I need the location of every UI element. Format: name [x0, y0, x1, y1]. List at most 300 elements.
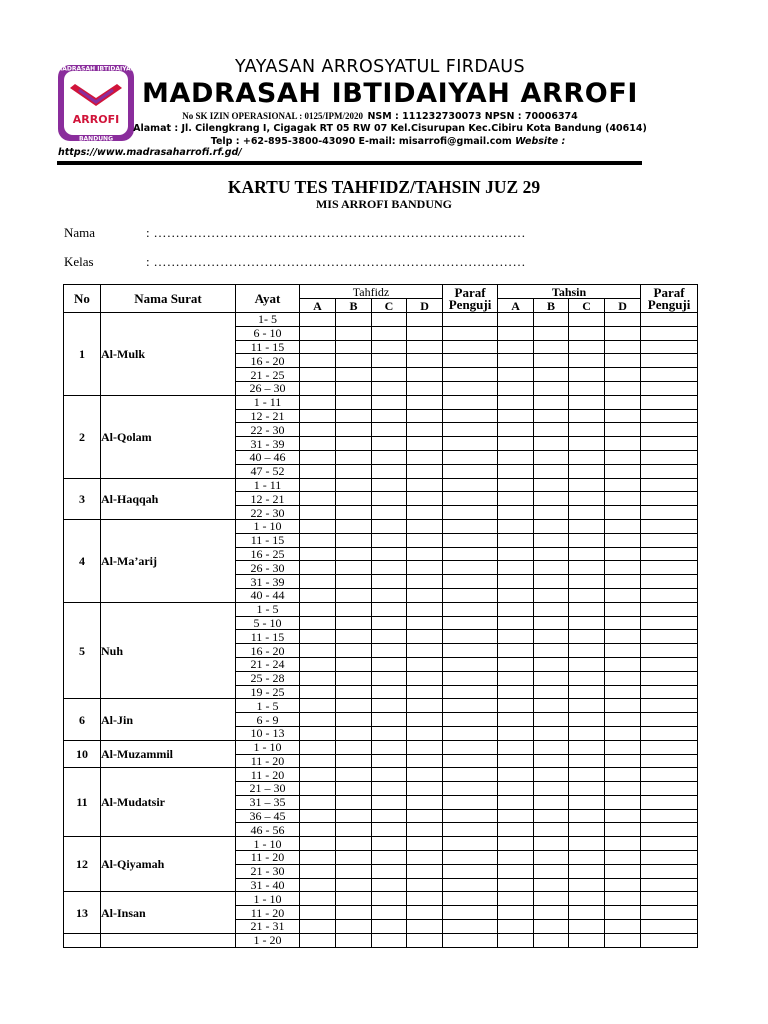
- paraf-cell[interactable]: [641, 740, 698, 754]
- grade-cell[interactable]: [300, 864, 336, 878]
- grade-cell[interactable]: [498, 492, 534, 506]
- grade-cell[interactable]: [372, 533, 407, 547]
- grade-cell[interactable]: [605, 837, 641, 851]
- grade-cell[interactable]: [407, 809, 443, 823]
- grade-cell[interactable]: [300, 713, 336, 727]
- paraf-cell[interactable]: [641, 354, 698, 368]
- grade-cell[interactable]: [336, 685, 372, 699]
- grade-cell[interactable]: [498, 644, 534, 658]
- grade-cell[interactable]: [300, 726, 336, 740]
- grade-cell[interactable]: [336, 671, 372, 685]
- grade-cell[interactable]: [534, 754, 569, 768]
- grade-cell[interactable]: [407, 409, 443, 423]
- grade-cell[interactable]: [605, 933, 641, 947]
- grade-cell[interactable]: [372, 864, 407, 878]
- grade-cell[interactable]: [534, 837, 569, 851]
- grade-cell[interactable]: [336, 657, 372, 671]
- grade-cell[interactable]: [534, 381, 569, 395]
- grade-cell[interactable]: [605, 519, 641, 533]
- grade-cell[interactable]: [372, 823, 407, 837]
- grade-cell[interactable]: [407, 644, 443, 658]
- grade-cell[interactable]: [498, 920, 534, 934]
- grade-cell[interactable]: [534, 313, 569, 327]
- grade-cell[interactable]: [300, 464, 336, 478]
- grade-cell[interactable]: [407, 864, 443, 878]
- grade-cell[interactable]: [569, 699, 605, 713]
- grade-cell[interactable]: [300, 740, 336, 754]
- grade-cell[interactable]: [336, 561, 372, 575]
- grade-cell[interactable]: [336, 326, 372, 340]
- grade-cell[interactable]: [372, 892, 407, 906]
- grade-cell[interactable]: [605, 657, 641, 671]
- grade-cell[interactable]: [336, 588, 372, 602]
- paraf-cell[interactable]: [641, 644, 698, 658]
- grade-cell[interactable]: [300, 754, 336, 768]
- grade-cell[interactable]: [605, 547, 641, 561]
- grade-cell[interactable]: [336, 395, 372, 409]
- grade-cell[interactable]: [605, 768, 641, 782]
- grade-cell[interactable]: [372, 423, 407, 437]
- grade-cell[interactable]: [498, 851, 534, 865]
- grade-cell[interactable]: [336, 478, 372, 492]
- grade-cell[interactable]: [407, 437, 443, 451]
- grade-cell[interactable]: [534, 492, 569, 506]
- grade-cell[interactable]: [336, 368, 372, 382]
- grade-cell[interactable]: [569, 864, 605, 878]
- nama-blank[interactable]: : …………………………………………………………………………: [146, 225, 526, 240]
- grade-cell[interactable]: [498, 823, 534, 837]
- paraf-cell[interactable]: [443, 437, 498, 451]
- grade-cell[interactable]: [498, 506, 534, 520]
- paraf-cell[interactable]: [641, 864, 698, 878]
- grade-cell[interactable]: [407, 464, 443, 478]
- grade-cell[interactable]: [372, 326, 407, 340]
- grade-cell[interactable]: [336, 851, 372, 865]
- grade-cell[interactable]: [300, 423, 336, 437]
- grade-cell[interactable]: [407, 368, 443, 382]
- paraf-cell[interactable]: [641, 933, 698, 947]
- grade-cell[interactable]: [336, 602, 372, 616]
- grade-cell[interactable]: [498, 368, 534, 382]
- paraf-cell[interactable]: [443, 630, 498, 644]
- grade-cell[interactable]: [407, 313, 443, 327]
- grade-cell[interactable]: [569, 892, 605, 906]
- paraf-cell[interactable]: [443, 506, 498, 520]
- paraf-cell[interactable]: [641, 602, 698, 616]
- grade-cell[interactable]: [498, 892, 534, 906]
- grade-cell[interactable]: [336, 795, 372, 809]
- grade-cell[interactable]: [407, 754, 443, 768]
- grade-cell[interactable]: [372, 920, 407, 934]
- grade-cell[interactable]: [372, 837, 407, 851]
- grade-cell[interactable]: [569, 906, 605, 920]
- grade-cell[interactable]: [407, 837, 443, 851]
- paraf-cell[interactable]: [443, 354, 498, 368]
- grade-cell[interactable]: [569, 354, 605, 368]
- paraf-cell[interactable]: [641, 588, 698, 602]
- grade-cell[interactable]: [300, 671, 336, 685]
- grade-cell[interactable]: [372, 519, 407, 533]
- grade-cell[interactable]: [534, 740, 569, 754]
- paraf-cell[interactable]: [641, 754, 698, 768]
- grade-cell[interactable]: [336, 768, 372, 782]
- grade-cell[interactable]: [407, 878, 443, 892]
- grade-cell[interactable]: [498, 437, 534, 451]
- grade-cell[interactable]: [300, 340, 336, 354]
- kelas-blank[interactable]: : …………………………………………………………………………: [146, 254, 526, 269]
- grade-cell[interactable]: [605, 478, 641, 492]
- grade-cell[interactable]: [534, 906, 569, 920]
- grade-cell[interactable]: [407, 740, 443, 754]
- grade-cell[interactable]: [372, 699, 407, 713]
- grade-cell[interactable]: [534, 809, 569, 823]
- grade-cell[interactable]: [372, 878, 407, 892]
- grade-cell[interactable]: [534, 851, 569, 865]
- grade-cell[interactable]: [336, 754, 372, 768]
- grade-cell[interactable]: [534, 933, 569, 947]
- grade-cell[interactable]: [569, 533, 605, 547]
- grade-cell[interactable]: [407, 920, 443, 934]
- grade-cell[interactable]: [300, 492, 336, 506]
- grade-cell[interactable]: [300, 644, 336, 658]
- paraf-cell[interactable]: [443, 644, 498, 658]
- paraf-cell[interactable]: [641, 423, 698, 437]
- paraf-cell[interactable]: [443, 450, 498, 464]
- grade-cell[interactable]: [372, 354, 407, 368]
- grade-cell[interactable]: [534, 920, 569, 934]
- grade-cell[interactable]: [605, 602, 641, 616]
- grade-cell[interactable]: [569, 437, 605, 451]
- grade-cell[interactable]: [534, 450, 569, 464]
- grade-cell[interactable]: [498, 933, 534, 947]
- grade-cell[interactable]: [534, 326, 569, 340]
- grade-cell[interactable]: [498, 395, 534, 409]
- grade-cell[interactable]: [372, 588, 407, 602]
- paraf-cell[interactable]: [641, 464, 698, 478]
- paraf-cell[interactable]: [443, 657, 498, 671]
- grade-cell[interactable]: [407, 395, 443, 409]
- grade-cell[interactable]: [605, 340, 641, 354]
- grade-cell[interactable]: [498, 630, 534, 644]
- grade-cell[interactable]: [569, 726, 605, 740]
- grade-cell[interactable]: [407, 671, 443, 685]
- grade-cell[interactable]: [605, 795, 641, 809]
- grade-cell[interactable]: [534, 878, 569, 892]
- grade-cell[interactable]: [534, 561, 569, 575]
- grade-cell[interactable]: [569, 450, 605, 464]
- grade-cell[interactable]: [300, 823, 336, 837]
- grade-cell[interactable]: [569, 920, 605, 934]
- paraf-cell[interactable]: [641, 768, 698, 782]
- grade-cell[interactable]: [336, 381, 372, 395]
- grade-cell[interactable]: [407, 602, 443, 616]
- grade-cell[interactable]: [372, 795, 407, 809]
- grade-cell[interactable]: [300, 878, 336, 892]
- grade-cell[interactable]: [605, 726, 641, 740]
- paraf-cell[interactable]: [641, 519, 698, 533]
- grade-cell[interactable]: [372, 602, 407, 616]
- grade-cell[interactable]: [300, 326, 336, 340]
- grade-cell[interactable]: [372, 575, 407, 589]
- grade-cell[interactable]: [407, 506, 443, 520]
- grade-cell[interactable]: [605, 685, 641, 699]
- grade-cell[interactable]: [300, 906, 336, 920]
- grade-cell[interactable]: [372, 450, 407, 464]
- paraf-cell[interactable]: [641, 506, 698, 520]
- paraf-cell[interactable]: [443, 561, 498, 575]
- grade-cell[interactable]: [300, 533, 336, 547]
- paraf-cell[interactable]: [641, 671, 698, 685]
- grade-cell[interactable]: [569, 492, 605, 506]
- grade-cell[interactable]: [407, 588, 443, 602]
- grade-cell[interactable]: [534, 395, 569, 409]
- grade-cell[interactable]: [534, 519, 569, 533]
- grade-cell[interactable]: [569, 313, 605, 327]
- grade-cell[interactable]: [372, 561, 407, 575]
- grade-cell[interactable]: [300, 588, 336, 602]
- grade-cell[interactable]: [534, 644, 569, 658]
- grade-cell[interactable]: [498, 740, 534, 754]
- grade-cell[interactable]: [498, 409, 534, 423]
- paraf-cell[interactable]: [443, 823, 498, 837]
- grade-cell[interactable]: [300, 685, 336, 699]
- grade-cell[interactable]: [569, 395, 605, 409]
- grade-cell[interactable]: [498, 381, 534, 395]
- grade-cell[interactable]: [569, 575, 605, 589]
- grade-cell[interactable]: [336, 450, 372, 464]
- grade-cell[interactable]: [498, 354, 534, 368]
- grade-cell[interactable]: [534, 575, 569, 589]
- paraf-cell[interactable]: [641, 699, 698, 713]
- paraf-cell[interactable]: [443, 395, 498, 409]
- grade-cell[interactable]: [336, 575, 372, 589]
- grade-cell[interactable]: [300, 657, 336, 671]
- grade-cell[interactable]: [569, 754, 605, 768]
- grade-cell[interactable]: [336, 340, 372, 354]
- paraf-cell[interactable]: [641, 920, 698, 934]
- grade-cell[interactable]: [569, 809, 605, 823]
- paraf-cell[interactable]: [443, 381, 498, 395]
- grade-cell[interactable]: [300, 851, 336, 865]
- grade-cell[interactable]: [605, 892, 641, 906]
- paraf-cell[interactable]: [641, 409, 698, 423]
- grade-cell[interactable]: [569, 768, 605, 782]
- grade-cell[interactable]: [498, 713, 534, 727]
- paraf-cell[interactable]: [443, 602, 498, 616]
- grade-cell[interactable]: [498, 685, 534, 699]
- grade-cell[interactable]: [605, 851, 641, 865]
- grade-cell[interactable]: [336, 616, 372, 630]
- paraf-cell[interactable]: [443, 878, 498, 892]
- grade-cell[interactable]: [534, 423, 569, 437]
- paraf-cell[interactable]: [443, 864, 498, 878]
- grade-cell[interactable]: [407, 823, 443, 837]
- grade-cell[interactable]: [372, 851, 407, 865]
- grade-cell[interactable]: [569, 602, 605, 616]
- paraf-cell[interactable]: [443, 726, 498, 740]
- grade-cell[interactable]: [336, 630, 372, 644]
- paraf-cell[interactable]: [443, 533, 498, 547]
- grade-cell[interactable]: [605, 630, 641, 644]
- grade-cell[interactable]: [372, 478, 407, 492]
- grade-cell[interactable]: [605, 920, 641, 934]
- grade-cell[interactable]: [336, 519, 372, 533]
- grade-cell[interactable]: [300, 933, 336, 947]
- grade-cell[interactable]: [407, 575, 443, 589]
- grade-cell[interactable]: [407, 547, 443, 561]
- grade-cell[interactable]: [336, 809, 372, 823]
- grade-cell[interactable]: [605, 699, 641, 713]
- grade-cell[interactable]: [569, 368, 605, 382]
- grade-cell[interactable]: [569, 713, 605, 727]
- grade-cell[interactable]: [498, 878, 534, 892]
- grade-cell[interactable]: [569, 933, 605, 947]
- paraf-cell[interactable]: [641, 851, 698, 865]
- grade-cell[interactable]: [605, 878, 641, 892]
- grade-cell[interactable]: [372, 340, 407, 354]
- grade-cell[interactable]: [372, 740, 407, 754]
- paraf-cell[interactable]: [443, 547, 498, 561]
- grade-cell[interactable]: [534, 864, 569, 878]
- paraf-cell[interactable]: [641, 823, 698, 837]
- grade-cell[interactable]: [407, 561, 443, 575]
- paraf-cell[interactable]: [641, 368, 698, 382]
- grade-cell[interactable]: [300, 519, 336, 533]
- grade-cell[interactable]: [372, 409, 407, 423]
- grade-cell[interactable]: [300, 809, 336, 823]
- grade-cell[interactable]: [300, 381, 336, 395]
- grade-cell[interactable]: [300, 768, 336, 782]
- grade-cell[interactable]: [534, 685, 569, 699]
- grade-cell[interactable]: [534, 533, 569, 547]
- grade-cell[interactable]: [498, 671, 534, 685]
- paraf-cell[interactable]: [443, 782, 498, 796]
- grade-cell[interactable]: [534, 464, 569, 478]
- grade-cell[interactable]: [569, 409, 605, 423]
- grade-cell[interactable]: [498, 699, 534, 713]
- grade-cell[interactable]: [569, 671, 605, 685]
- grade-cell[interactable]: [407, 657, 443, 671]
- paraf-cell[interactable]: [641, 630, 698, 644]
- grade-cell[interactable]: [605, 354, 641, 368]
- paraf-cell[interactable]: [641, 561, 698, 575]
- paraf-cell[interactable]: [641, 575, 698, 589]
- grade-cell[interactable]: [336, 740, 372, 754]
- grade-cell[interactable]: [407, 933, 443, 947]
- grade-cell[interactable]: [498, 326, 534, 340]
- grade-cell[interactable]: [372, 671, 407, 685]
- grade-cell[interactable]: [498, 795, 534, 809]
- grade-cell[interactable]: [372, 464, 407, 478]
- grade-cell[interactable]: [534, 671, 569, 685]
- grade-cell[interactable]: [569, 588, 605, 602]
- grade-cell[interactable]: [372, 381, 407, 395]
- paraf-cell[interactable]: [443, 685, 498, 699]
- grade-cell[interactable]: [300, 368, 336, 382]
- grade-cell[interactable]: [605, 450, 641, 464]
- grade-cell[interactable]: [300, 450, 336, 464]
- grade-cell[interactable]: [498, 561, 534, 575]
- grade-cell[interactable]: [336, 782, 372, 796]
- paraf-cell[interactable]: [443, 906, 498, 920]
- grade-cell[interactable]: [372, 754, 407, 768]
- paraf-cell[interactable]: [641, 892, 698, 906]
- grade-cell[interactable]: [498, 602, 534, 616]
- paraf-cell[interactable]: [641, 878, 698, 892]
- grade-cell[interactable]: [569, 685, 605, 699]
- grade-cell[interactable]: [336, 644, 372, 658]
- grade-cell[interactable]: [605, 409, 641, 423]
- grade-cell[interactable]: [569, 837, 605, 851]
- grade-cell[interactable]: [336, 409, 372, 423]
- paraf-cell[interactable]: [443, 754, 498, 768]
- grade-cell[interactable]: [372, 492, 407, 506]
- paraf-cell[interactable]: [641, 782, 698, 796]
- grade-cell[interactable]: [336, 533, 372, 547]
- grade-cell[interactable]: [569, 561, 605, 575]
- paraf-cell[interactable]: [641, 809, 698, 823]
- grade-cell[interactable]: [300, 920, 336, 934]
- grade-cell[interactable]: [605, 616, 641, 630]
- paraf-cell[interactable]: [641, 395, 698, 409]
- paraf-cell[interactable]: [641, 547, 698, 561]
- paraf-cell[interactable]: [641, 492, 698, 506]
- grade-cell[interactable]: [300, 313, 336, 327]
- grade-cell[interactable]: [336, 354, 372, 368]
- paraf-cell[interactable]: [641, 326, 698, 340]
- grade-cell[interactable]: [569, 423, 605, 437]
- grade-cell[interactable]: [407, 519, 443, 533]
- grade-cell[interactable]: [534, 602, 569, 616]
- grade-cell[interactable]: [534, 616, 569, 630]
- grade-cell[interactable]: [407, 713, 443, 727]
- paraf-cell[interactable]: [443, 933, 498, 947]
- grade-cell[interactable]: [336, 933, 372, 947]
- paraf-cell[interactable]: [641, 450, 698, 464]
- grade-cell[interactable]: [336, 920, 372, 934]
- grade-cell[interactable]: [605, 671, 641, 685]
- grade-cell[interactable]: [498, 657, 534, 671]
- paraf-cell[interactable]: [443, 464, 498, 478]
- grade-cell[interactable]: [534, 782, 569, 796]
- paraf-cell[interactable]: [641, 533, 698, 547]
- nama-field[interactable]: [64, 225, 526, 241]
- paraf-cell[interactable]: [443, 851, 498, 865]
- grade-cell[interactable]: [534, 368, 569, 382]
- grade-cell[interactable]: [534, 630, 569, 644]
- grade-cell[interactable]: [300, 616, 336, 630]
- grade-cell[interactable]: [336, 864, 372, 878]
- grade-cell[interactable]: [300, 395, 336, 409]
- grade-cell[interactable]: [605, 782, 641, 796]
- grade-cell[interactable]: [407, 906, 443, 920]
- grade-cell[interactable]: [605, 713, 641, 727]
- grade-cell[interactable]: [498, 533, 534, 547]
- grade-cell[interactable]: [336, 823, 372, 837]
- grade-cell[interactable]: [336, 713, 372, 727]
- grade-cell[interactable]: [569, 823, 605, 837]
- paraf-cell[interactable]: [443, 575, 498, 589]
- grade-cell[interactable]: [569, 795, 605, 809]
- grade-cell[interactable]: [498, 478, 534, 492]
- grade-cell[interactable]: [534, 713, 569, 727]
- grade-cell[interactable]: [372, 933, 407, 947]
- grade-cell[interactable]: [372, 506, 407, 520]
- grade-cell[interactable]: [372, 906, 407, 920]
- grade-cell[interactable]: [300, 437, 336, 451]
- grade-cell[interactable]: [569, 326, 605, 340]
- grade-cell[interactable]: [534, 588, 569, 602]
